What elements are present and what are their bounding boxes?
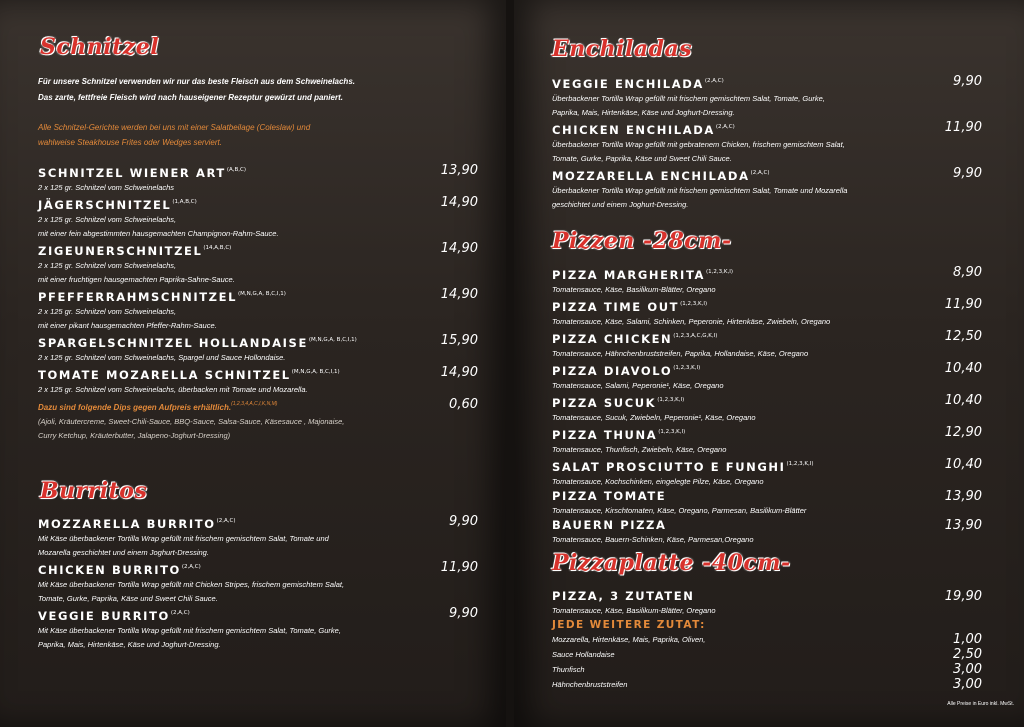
extra-row bbox=[552, 677, 982, 692]
menu-item bbox=[38, 241, 478, 287]
item-name bbox=[552, 393, 982, 411]
menu-item bbox=[552, 457, 982, 489]
allergen-codes: (M,N,G,A, B,C,I,1) bbox=[291, 369, 340, 375]
item-name-text: MOZZARELLA ENCHILADA bbox=[552, 169, 750, 183]
allergen-codes: (1,2,3,K,I) bbox=[658, 429, 686, 435]
item-desc: geschichtet und einem Joghurt-Dressing. bbox=[552, 200, 689, 209]
burritos-list bbox=[38, 514, 478, 652]
item-desc: 2 x 125 gr. Schnitzel vom Schweinelachs bbox=[38, 183, 175, 192]
item-desc: Überbackener Tortilla Wrap gefüllt mit frischem gemischtem Salat, Tomate und Mozarella bbox=[552, 186, 848, 195]
extra-row bbox=[552, 647, 982, 662]
item-name-text: PIZZA MARGHERITA bbox=[552, 268, 705, 282]
menu-item bbox=[38, 514, 478, 560]
extra-price: 3,00 bbox=[953, 662, 982, 677]
schnitzel-title: Schnitzel bbox=[40, 34, 160, 60]
item-desc: Tomatensauce, Käse, Salami, Schinken, Peperonie, Hirtenkäse, Zwiebeln, Oregano bbox=[552, 317, 831, 326]
item-name bbox=[552, 265, 982, 283]
allergen-codes: (1,2,3,A,C,G,K,I) bbox=[673, 333, 718, 339]
item-price: 11,90 bbox=[944, 120, 982, 135]
item-name: PIZZA, 3 ZUTATEN bbox=[552, 589, 695, 603]
item-desc: mit einer pikant hausgemachten Pfeffer-Rahm-Sauce. bbox=[38, 321, 217, 330]
allergen-codes: (1,2,3,K,I) bbox=[786, 461, 814, 467]
dips-price: 0,60 bbox=[449, 397, 478, 412]
pizzaplatte-title: Pizzaplatte -40cm- bbox=[552, 550, 791, 576]
menu-item bbox=[552, 297, 982, 329]
item-desc: Mozarella geschichtet und einem Joghurt-Dressing. bbox=[38, 548, 209, 557]
menu-item bbox=[552, 166, 982, 212]
item-name-text: TOMATE MOZARELLA SCHNITZEL bbox=[38, 368, 291, 382]
menu-item bbox=[552, 489, 982, 518]
item-price: 9,90 bbox=[953, 166, 982, 181]
item-price: 10,40 bbox=[944, 393, 982, 408]
dips-desc-2: Curry Ketchup, Kräuterbutter, Jalapeno-Joghurt-Dressing) bbox=[38, 431, 231, 440]
item-desc: Mit Käse überbackener Tortilla Wrap gefüllt mit Chicken Stripes, frischem gemischtem Salat, bbox=[38, 580, 345, 589]
dips-label-text: Dazu sind folgende Dips gegen Aufpreis erhältlich. bbox=[38, 403, 232, 412]
allergen-codes: (2,A,C) bbox=[750, 170, 770, 176]
allergen-codes: (14,A,B,C) bbox=[203, 245, 232, 251]
menu-item bbox=[38, 365, 478, 397]
menu-item bbox=[552, 589, 982, 618]
item-name-text: BAUERN PIZZA bbox=[552, 518, 667, 532]
item-name bbox=[552, 425, 982, 443]
allergen-codes: (2,A,C) bbox=[170, 610, 190, 616]
menu-item bbox=[552, 74, 982, 120]
pizzaplatte-block bbox=[552, 589, 982, 692]
item-name-text: ZIGEUNERSCHNITZEL bbox=[38, 244, 203, 258]
extra-label: Sauce Hollandaise bbox=[552, 650, 615, 659]
item-name-text: PIZZA TOMATE bbox=[552, 489, 667, 503]
allergen-codes: (1,2,3,K,I) bbox=[673, 365, 701, 371]
item-price: 9,90 bbox=[449, 514, 478, 529]
menu-item bbox=[38, 287, 478, 333]
item-name bbox=[38, 287, 478, 305]
item-desc: Tomatensauce, Käse, Basilikum-Blätter, Oregano bbox=[552, 285, 716, 294]
item-desc: Tomatensauce, Hähnchenbruststreifen, Paprika, Hollandaise, Käse, Oregano bbox=[552, 349, 809, 358]
item-name bbox=[38, 606, 478, 624]
allergen-codes: (2,A,C) bbox=[715, 124, 735, 130]
item-desc: Tomatensauce, Sucuk, Zwiebeln, Peperonie¹, Käse, Oregano bbox=[552, 413, 756, 422]
extra-price: 3,00 bbox=[953, 677, 982, 692]
item-name bbox=[38, 241, 478, 259]
allergen-codes: (1,2,3,K,I) bbox=[680, 301, 708, 307]
item-desc: Paprika, Mais, Hirtenkäse, Käse und Joghurt-Dressing. bbox=[552, 108, 735, 117]
item-price: 13,90 bbox=[944, 518, 982, 533]
menu-item bbox=[38, 195, 478, 241]
item-price: 9,90 bbox=[449, 606, 478, 621]
enchiladas-list bbox=[552, 74, 982, 212]
schnitzel-list bbox=[38, 163, 478, 397]
item-name bbox=[38, 514, 478, 532]
item-name bbox=[38, 365, 478, 383]
item-name-text: CHICKEN ENCHILADA bbox=[552, 123, 715, 137]
dips-desc-1: (Ajoli, Kräutercreme, Sweet-Chili-Sauce, BBQ-Sauce, Salsa-Sauce, Käsesauce , Majonaise, bbox=[38, 417, 345, 426]
item-name bbox=[38, 560, 478, 578]
item-price: 10,40 bbox=[944, 457, 982, 472]
extras-list bbox=[552, 632, 982, 692]
item-price: 12,90 bbox=[944, 425, 982, 440]
item-desc: Tomatensauce, Thunfisch, Zwiebeln, Käse, Oregano bbox=[552, 445, 727, 454]
item-desc: Überbackener Tortilla Wrap gefüllt mit frischem gemischtem Salat, Tomate, Gurke, bbox=[552, 94, 825, 103]
allergen-codes: (1,2,3,K,I) bbox=[706, 269, 734, 275]
allergen-codes: (2,A,C) bbox=[216, 518, 236, 524]
item-desc: Tomatensauce, Kochschinken, eingelegte Pilze, Käse, Oregano bbox=[552, 477, 764, 486]
allergen-codes: (M,N,G,A, B,C,I,1) bbox=[238, 291, 286, 297]
extra-row bbox=[552, 632, 982, 647]
item-price: 9,90 bbox=[953, 74, 982, 89]
item-name bbox=[552, 74, 982, 92]
extra-price: 2,50 bbox=[953, 647, 982, 662]
item-desc: mit einer fruchtigen hausgemachten Paprika-Sahne-Sauce. bbox=[38, 275, 235, 284]
item-name bbox=[552, 518, 982, 533]
item-price: 14,90 bbox=[440, 241, 478, 256]
item-name-text: PIZZA CHICKEN bbox=[552, 332, 673, 346]
extra-label: Mozzarella, Hirtenkäse, Mais, Paprika, Oliven, bbox=[552, 635, 706, 644]
menu-item bbox=[38, 163, 478, 195]
item-price: 13,90 bbox=[440, 163, 478, 178]
item-name-text: VEGGIE BURRITO bbox=[38, 609, 170, 623]
extra-label: Hähnchenbruststreifen bbox=[552, 680, 628, 689]
item-name-text: PIZZA THUNA bbox=[552, 428, 658, 442]
item-desc: 2 x 125 gr. Schnitzel vom Schweinelachs, bbox=[38, 307, 177, 316]
pizzen-list bbox=[552, 265, 982, 547]
item-name-text: JÄGERSCHNITZEL bbox=[38, 198, 172, 212]
allergen-codes: (M,N,G,A, B,C,I,1) bbox=[308, 337, 357, 343]
item-desc: Tomatensauce, Salami, Peperonie¹, Käse, Oregano bbox=[552, 381, 724, 390]
item-name-text: VEGGIE ENCHILADA bbox=[552, 77, 704, 91]
allergen-codes: (1,2,3,K,I) bbox=[657, 397, 685, 403]
item-desc: Mit Käse überbackener Tortilla Wrap gefüllt mit frischem gemischtem Salat, Tomate und bbox=[38, 534, 329, 543]
item-name-text: PFEFFERRAHMSCHNITZEL bbox=[38, 290, 238, 304]
item-name bbox=[552, 297, 982, 315]
menu-item bbox=[552, 361, 982, 393]
menu-item bbox=[552, 518, 982, 547]
item-desc: Paprika, Mais, Hirtenkäse, Käse und Joghurt-Dressing. bbox=[38, 640, 221, 649]
item-desc: Tomatensauce, Kirschtomaten, Käse, Oregano, Parmesan, Basilikum-Blätter bbox=[552, 506, 807, 515]
enchiladas-title: Enchiladas bbox=[552, 36, 693, 62]
item-name-text: SALAT PROSCIUTTO E FUNGHI bbox=[552, 460, 786, 474]
item-price: 8,90 bbox=[953, 265, 982, 280]
menu-item bbox=[38, 333, 478, 365]
menu-item bbox=[552, 265, 982, 297]
item-name-text: MOZZARELLA BURRITO bbox=[38, 517, 216, 531]
item-price: 11,90 bbox=[440, 560, 478, 575]
item-desc: Überbackener Tortilla Wrap gefüllt mit gebratenem Chicken, frischem gemischtem Salat, bbox=[552, 140, 845, 149]
menu-item bbox=[552, 425, 982, 457]
page-gutter bbox=[506, 0, 514, 727]
item-desc: Mit Käse überbackener Tortilla Wrap gefüllt mit frischem gemischtem Salat, Tomate, Gurke, bbox=[38, 626, 341, 635]
item-name-text: SCHNITZEL WIENER ART bbox=[38, 166, 226, 180]
extra-label: Thunfisch bbox=[552, 665, 585, 674]
item-price: 11,90 bbox=[944, 297, 982, 312]
schnitzel-intro-2: Das zarte, fettfreie Fleisch wird nach hauseigener Rezeptur gewürzt und paniert. bbox=[38, 93, 343, 102]
menu-item bbox=[552, 329, 982, 361]
item-desc: Tomatensauce, Bauern-Schinken, Käse, Parmesan,Oregano bbox=[552, 535, 754, 544]
item-desc: 2 x 125 gr. Schnitzel vom Schweinelachs, bbox=[38, 261, 177, 270]
menu-item bbox=[552, 393, 982, 425]
item-desc: mit einer fein abgestimmten hausgemachten Champignon-Rahm-Sauce. bbox=[38, 229, 279, 238]
menu-item bbox=[38, 560, 478, 606]
item-name bbox=[552, 166, 982, 184]
item-name bbox=[38, 163, 478, 181]
item-desc: Tomate, Gurke, Paprika, Käse und Sweet Chili Sauce. bbox=[38, 594, 218, 603]
item-name bbox=[552, 457, 982, 475]
item-desc: 2 x 125 gr. Schnitzel vom Schweinelachs, überbacken mit Tomate und Mozarella. bbox=[38, 385, 308, 394]
menu-item bbox=[38, 606, 478, 652]
extra-price: 1,00 bbox=[953, 632, 982, 647]
item-name bbox=[38, 195, 478, 213]
burritos-title: Burritos bbox=[40, 478, 148, 504]
schnitzel-note-2: wahlweise Steakhouse Frites oder Wedges serviert. bbox=[38, 138, 222, 147]
item-name bbox=[38, 333, 478, 351]
schnitzel-intro-1: Für unsere Schnitzel verwenden wir nur das beste Fleisch aus dem Schweinelachs. bbox=[38, 77, 355, 86]
item-price: 10,40 bbox=[944, 361, 982, 376]
dips-block bbox=[38, 397, 478, 443]
extra-row bbox=[552, 662, 982, 677]
item-name bbox=[552, 489, 982, 504]
item-name-text: PIZZA TIME OUT bbox=[552, 300, 680, 314]
pizzen-title: Pizzen -28cm- bbox=[552, 228, 732, 254]
item-name bbox=[552, 120, 982, 138]
item-price: 19,90 bbox=[944, 589, 982, 604]
item-price: 14,90 bbox=[440, 365, 478, 380]
item-name bbox=[552, 329, 982, 347]
menu-item bbox=[552, 120, 982, 166]
item-desc: 2 x 125 gr. Schnitzel vom Schweinelachs, Spargel und Sauce Hollondaise. bbox=[38, 353, 286, 362]
item-desc: Tomatensauce, Käse, Basilikum-Blätter, Oregano bbox=[552, 606, 716, 615]
item-price: 14,90 bbox=[440, 287, 478, 302]
extra-heading: JEDE WEITERE ZUTAT: bbox=[552, 619, 706, 631]
price-footnote: Alle Preise in Euro inkl. MwSt. bbox=[947, 701, 1014, 707]
schnitzel-note-1: Alle Schnitzel-Gerichte werden bei uns mit einer Salatbeilage (Coleslaw) und bbox=[38, 123, 311, 132]
allergen-codes: (A,B,C) bbox=[226, 167, 247, 173]
dips-label bbox=[38, 397, 478, 415]
allergen-codes: (2,A,C) bbox=[704, 78, 724, 84]
item-desc: Tomate, Gurke, Paprika, Käse und Sweet Chili Sauce. bbox=[552, 154, 732, 163]
item-name-text: CHICKEN BURRITO bbox=[38, 563, 181, 577]
dips-sup: (1,2,3,4,A,C,I,K,N,M) bbox=[231, 401, 278, 407]
item-name-text: SPARGELSCHNITZEL HOLLANDAISE bbox=[38, 336, 308, 350]
item-price: 15,90 bbox=[440, 333, 478, 348]
item-name bbox=[552, 361, 982, 379]
item-price: 13,90 bbox=[944, 489, 982, 504]
item-price: 14,90 bbox=[440, 195, 478, 210]
item-desc: 2 x 125 gr. Schnitzel vom Schweinelachs, bbox=[38, 215, 177, 224]
allergen-codes: (1,A,B,C) bbox=[172, 199, 197, 205]
item-name-text: PIZZA SUCUK bbox=[552, 396, 657, 410]
item-name-text: PIZZA DIAVOLO bbox=[552, 364, 673, 378]
item-price: 12,50 bbox=[944, 329, 982, 344]
allergen-codes: (2,A,C) bbox=[181, 564, 201, 570]
